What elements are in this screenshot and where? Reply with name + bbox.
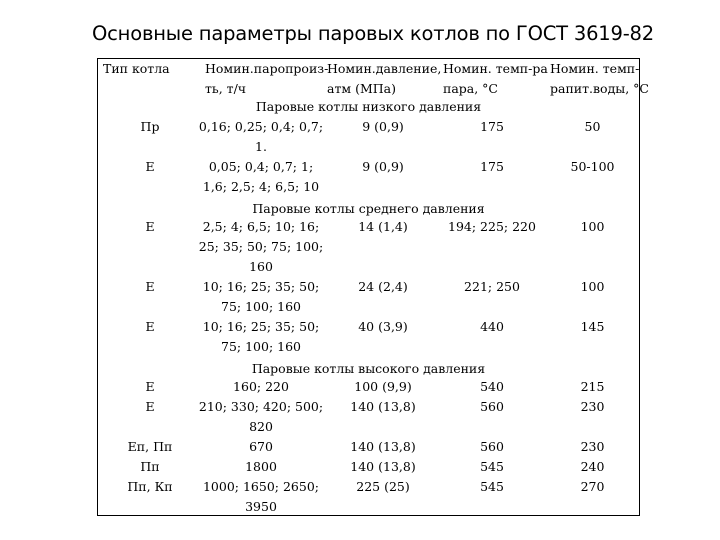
row-steam-capacity-cont: 75; 100; 160: [221, 299, 301, 314]
row-steam-temp: 540: [480, 379, 504, 394]
row-steam-capacity: 10; 16; 25; 35; 50;: [202, 279, 320, 294]
row-pressure: 140 (13,8): [350, 399, 416, 414]
row-steam-capacity-cont: 1,6; 2,5; 4; 6,5; 10: [202, 179, 320, 194]
row-type: Еп, Пп: [127, 439, 173, 454]
row-steam-temp: 194; 225; 220: [448, 219, 536, 234]
row-steam-capacity: 160; 220: [233, 379, 289, 394]
row-pressure: 9 (0,9): [362, 159, 404, 174]
header-steam-line2: ть, т/ч: [205, 81, 247, 96]
section-low-pressure: Паровые котлы низкого давления: [255, 99, 482, 114]
row-steam-temp: 175: [480, 119, 504, 134]
row-steam-capacity: 1000; 1650; 2650;: [202, 479, 319, 494]
row-steam-capacity: 10; 16; 25; 35; 50;: [202, 319, 320, 334]
row-feedwater-temp: 50-100: [570, 159, 615, 174]
row-pressure: 100 (9,9): [354, 379, 412, 394]
row-steam-temp: 560: [480, 439, 504, 454]
row-feedwater-temp: 240: [580, 459, 605, 474]
row-steam-temp: 440: [480, 319, 504, 334]
row-steam-capacity-cont: 1.: [255, 139, 267, 154]
row-feedwater-temp: 145: [580, 319, 605, 334]
row-steam-temp: 221; 250: [464, 279, 520, 294]
header-temp-line2: пара, °С: [443, 81, 498, 96]
row-pressure: 24 (2,4): [358, 279, 408, 294]
row-feedwater-temp: 270: [580, 479, 605, 494]
row-steam-capacity-cont: 160: [249, 259, 273, 274]
row-feedwater-temp: 50: [584, 119, 601, 134]
row-type: Пп: [140, 459, 160, 474]
row-feedwater-temp: 100: [580, 219, 605, 234]
row-steam-capacity: 670: [249, 439, 273, 454]
row-type: Е: [145, 219, 155, 234]
row-feedwater-temp: 230: [580, 439, 605, 454]
header-type: Тип котла: [103, 61, 170, 76]
header-pressure-line1: Номин.давление,: [327, 61, 442, 76]
row-steam-capacity-cont: 820: [249, 419, 273, 434]
row-steam-capacity-cont: 25; 35; 50; 75; 100;: [198, 239, 324, 254]
row-steam-temp: 545: [480, 459, 504, 474]
row-type: Е: [145, 379, 155, 394]
row-feedwater-temp: 215: [580, 379, 605, 394]
row-feedwater-temp: 100: [580, 279, 605, 294]
row-type: Е: [145, 399, 155, 414]
row-steam-capacity: 2,5; 4; 6,5; 10; 16;: [202, 219, 320, 234]
page-title: Основные параметры паровых котлов по ГОСТ 3619-82: [92, 22, 654, 45]
boiler-parameters-table: [97, 58, 649, 516]
header-steam-line1: Номин.паропроиз-: [205, 61, 329, 76]
row-type: Пр: [140, 119, 160, 134]
section-medium-pressure: Паровые котлы среднего давления: [252, 201, 485, 216]
row-steam-capacity: 0,05; 0,4; 0,7; 1;: [208, 159, 314, 174]
row-type: Пп, Кп: [127, 479, 173, 494]
row-steam-capacity-cont: 75; 100; 160: [221, 339, 301, 354]
row-pressure: 40 (3,9): [358, 319, 408, 334]
row-steam-capacity: 1800: [245, 459, 277, 474]
row-pressure: 225 (25): [356, 479, 410, 494]
row-steam-capacity-cont: 3950: [245, 499, 277, 514]
row-steam-capacity: 210; 330; 420; 500;: [198, 399, 324, 414]
row-pressure: 14 (1,4): [358, 219, 408, 234]
header-temp-line1: Номин. темп-ра: [443, 61, 548, 76]
row-steam-capacity: 0,16; 0,25; 0,4; 0,7;: [198, 119, 324, 134]
header-feedwater-line2: рапит.воды, °С: [550, 81, 649, 96]
row-type: Е: [145, 159, 155, 174]
row-type: Е: [145, 319, 155, 334]
row-type: Е: [145, 279, 155, 294]
row-feedwater-temp: 230: [580, 399, 605, 414]
row-steam-temp: 560: [480, 399, 504, 414]
row-pressure: 140 (13,8): [350, 459, 416, 474]
header-pressure-line2: атм (МПа): [327, 81, 396, 96]
header-feedwater-line1: Номин. темп-: [550, 61, 640, 76]
section-high-pressure: Паровые котлы высокого давления: [251, 361, 486, 376]
row-pressure: 9 (0,9): [362, 119, 404, 134]
row-steam-temp: 545: [480, 479, 504, 494]
row-steam-temp: 175: [480, 159, 504, 174]
row-pressure: 140 (13,8): [350, 439, 416, 454]
